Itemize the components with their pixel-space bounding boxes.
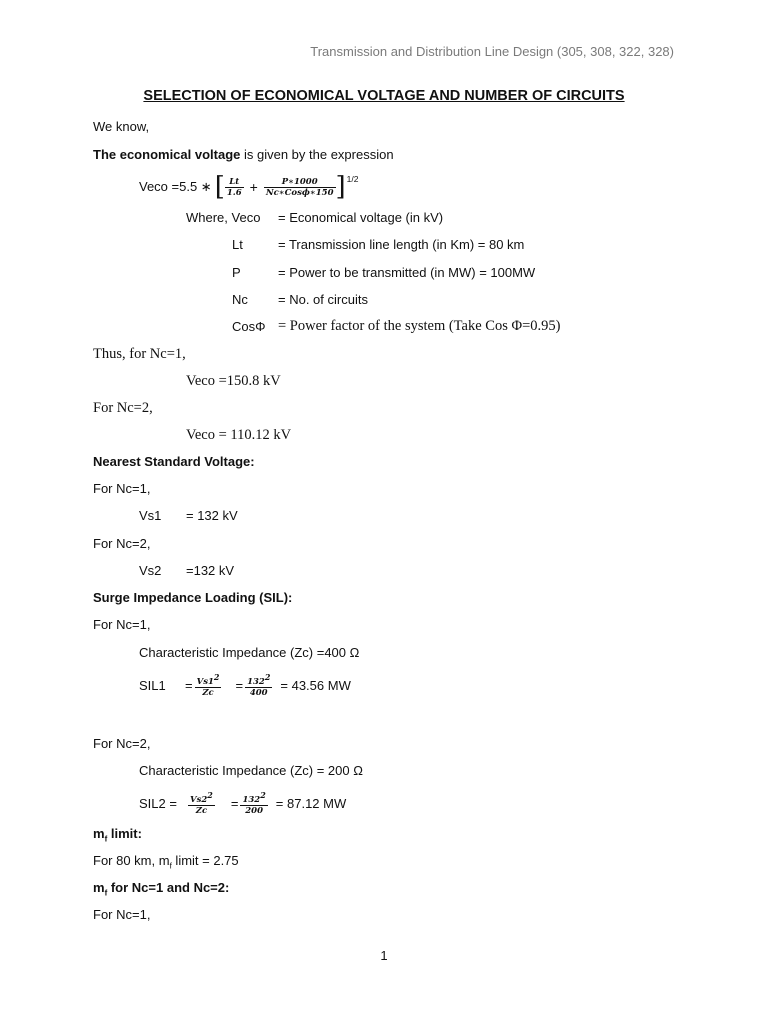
veco-nc1: Veco =150.8 kV (186, 373, 281, 389)
sil1-eq2: = (235, 677, 244, 693)
we-know-text: We know, (93, 119, 150, 134)
sil2-label: SIL2 = (139, 795, 177, 811)
fraction-power: $\frac{P∗1000}{\text{Nc∗Cosϕ∗150}}$ (265, 176, 334, 198)
sil1-equation (139, 671, 351, 699)
def-sym-lt: Lt (232, 237, 243, 252)
characteristic-impedance-nc1: Characteristic Impedance (Zc) =400 Ω (139, 645, 360, 660)
formula-lhs: Veco =5.5 ∗ (139, 179, 212, 194)
sil2-fraction-numeric: $\frac{132^2}{200}$ (242, 790, 266, 816)
thus-nc1-text: Thus, for Nc=1, (93, 346, 186, 362)
def-desc-p: = Power to be transmitted (in MW) = 100MW (278, 265, 536, 280)
vs1-label: Vs1 (139, 508, 162, 523)
sil1-label: SIL1 (139, 677, 166, 693)
sil1-eq1: = (185, 677, 193, 693)
def-sym-p: P (232, 265, 241, 280)
sil2-equation (139, 789, 346, 817)
for-nc1-text: For Nc=1, (93, 617, 151, 632)
sil2-result: = 87.12 MW (275, 795, 347, 811)
page-number: 1 (380, 948, 388, 963)
def-sym-cos: CosΦ (232, 319, 266, 334)
def-sym-nc: Nc (232, 292, 248, 307)
mf-nc-heading: $m_f$ for Nc=1 and Nc=2: (93, 880, 230, 898)
fraction-lt-over-1.6: $\frac{Lt}{1.6}$ (226, 176, 242, 198)
sil2-fraction-symbolic: $\frac{Vs2^2}{Zc}$ (190, 790, 213, 816)
economical-voltage-formula (139, 170, 358, 204)
page-title: SELECTION OF ECONOMICAL VOLTAGE AND NUMBER OF CIRCUITS (143, 88, 625, 104)
nearest-standard-voltage-heading: Nearest Standard Voltage: (93, 454, 255, 469)
def-sym-veco: Where, Veco (186, 210, 261, 225)
for-nc2-text: For Nc=2, (93, 736, 151, 751)
sil2-eq2: = (230, 795, 239, 811)
formula-exponent: 1/2 (346, 174, 359, 184)
vs2-label: Vs2 (139, 563, 162, 578)
formula-plus: + (249, 179, 258, 195)
eco-voltage-rest: is given by the expression (240, 147, 394, 162)
sil1-result: = 43.56 MW (280, 677, 351, 693)
eco-voltage-bold: The economical voltage (93, 147, 241, 162)
def-desc-cos: = Power factor of the system (Take Cos Φ=0.95) (278, 318, 561, 334)
vs2-value: =132 kV (186, 563, 235, 578)
for-nc1-text: For Nc=1, (93, 907, 151, 922)
characteristic-impedance-nc2: Characteristic Impedance (Zc) = 200 Ω (139, 763, 363, 778)
right-bracket: ] (335, 172, 346, 202)
def-desc-lt: = Transmission line length (in Km) = 80 km (278, 237, 525, 252)
for-nc2-text: For Nc=2, (93, 400, 153, 416)
for-nc2-text: For Nc=2, (93, 536, 151, 551)
sil1-fraction-numeric: $\frac{132^2}{400}$ (247, 672, 271, 698)
running-header: Transmission and Distribution Line Design (305, 308, 322, 328) (310, 44, 674, 59)
vs1-value: = 132 kV (186, 508, 238, 523)
def-desc-nc: = No. of circuits (278, 292, 368, 307)
mf-limit-heading: $m_f$ limit: (93, 826, 142, 844)
eco-voltage-sentence (93, 147, 394, 162)
left-bracket: [ (214, 172, 225, 202)
mf-limit-value: For 80 km, $m_f$ limit = 2.75 (93, 853, 239, 871)
sil-heading: Surge Impedance Loading (SIL): (93, 590, 293, 605)
veco-nc2: Veco = 110.12 kV (186, 427, 292, 443)
sil1-fraction-symbolic: $\frac{Vs1^2}{Zc}$ (196, 672, 220, 698)
def-desc-veco: = Economical voltage (in kV) (278, 210, 444, 225)
for-nc1-text: For Nc=1, (93, 481, 151, 496)
